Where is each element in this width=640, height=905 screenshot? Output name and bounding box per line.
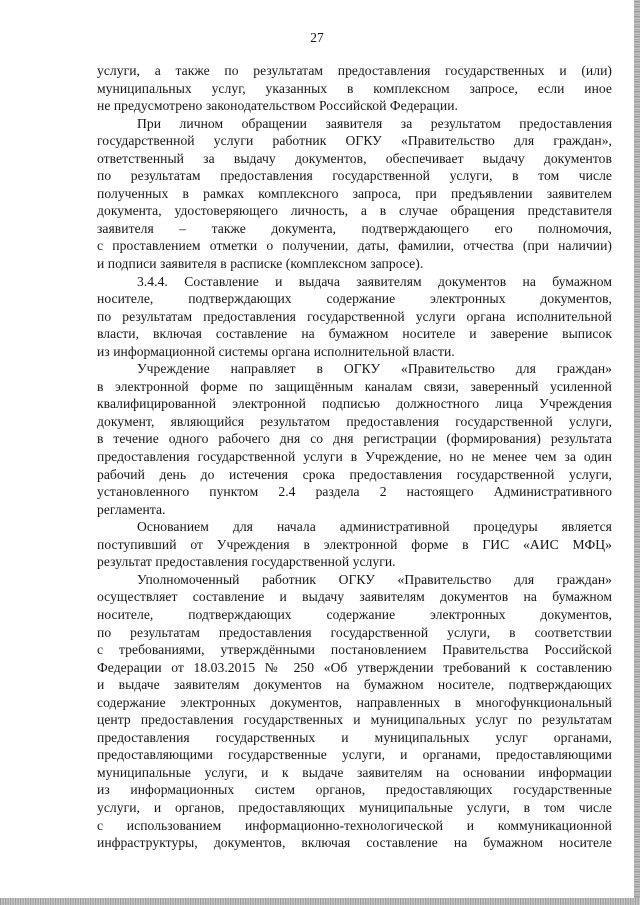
text-line: регламента. [97, 501, 166, 517]
text-line: полученных в рамках комплексного запроса, при предъявлении заявителем [97, 185, 612, 201]
text-line: установленного пунктом 2.4 раздела 2 настоящего Административного [97, 484, 612, 500]
text-line: муниципальных услуг, указанных в комплексном запросе, если иное [97, 80, 612, 96]
text-line: предоставления государственной услуги в Учреждение, но не менее чем за один [97, 449, 612, 465]
text-line: носителе, подтверждающих содержание электронных документов, [97, 606, 612, 622]
text-line: заявителя – также документа, подтверждающего его полномочия, [97, 220, 612, 236]
text-line: Федерации от 18.03.2015 № 250 «Об утверждении требований к составлению [97, 659, 612, 675]
text-line: из информационных систем органов, предоставляющих государственные [97, 782, 612, 798]
text-line: документа, удостоверяющего личность, а в случае обращения представителя [97, 203, 612, 219]
text-line: власти, включая составление на бумажном носителе и заверение выписок [97, 326, 612, 342]
text-line: ответственный за выдачу документов, обеспечивает выдачу документов [97, 150, 612, 166]
text-line: и подписи заявителя в расписке (комплексном запросе). [97, 256, 424, 272]
text-line: носителе, подтверждающих содержание электронных документов, [97, 291, 612, 307]
text-line: поступивший от Учреждения в электронной форме в ГИС «АИС МФЦ» [97, 536, 612, 552]
text-line: по результатам предоставления государственной услуги, в соответствии [97, 624, 612, 640]
text-line: в течение одного рабочего дня со дня регистрации (формирования) результата [97, 431, 612, 447]
text-line: Учреждение направляет в ОГКУ «Правительство для граждан» [137, 361, 612, 377]
text-line: Основанием для начала административной процедуры является [137, 519, 612, 535]
text-line: осуществляет составление и выдачу заявителям документов на бумажном [97, 589, 612, 605]
text-line: документ, являющийся результатом предоставления государственной услуги, [97, 413, 612, 429]
text-line: содержание электронных документов, направленных в многофункциональный [97, 694, 612, 710]
scan-edge-bottom [0, 898, 640, 905]
text-line: с проставлением отметки о получении, даты, фамилии, отчества (при наличии) [97, 238, 612, 254]
text-line: услуги, и органов, предоставляющих муниципальные услуги, в том числе [97, 799, 612, 815]
text-line: муниципальные услуги, и к выдаче заявителям на основании информации [97, 764, 612, 780]
text-line: центр предоставления государственных и муниципальных услуг по результатам [97, 712, 612, 728]
text-line: из информационной системы органа исполнительной власти. [97, 343, 455, 359]
text-line: государственной услуги работник ОГКУ «Правительство для граждан», [97, 133, 612, 149]
text-line: результат предоставления государственной услуги. [97, 554, 396, 570]
text-line: При личном обращении заявителя за результатом предоставления [137, 115, 612, 131]
body-text [97, 62, 612, 852]
text-line: рабочий день до истечения срока предоставления государственной услуги, [97, 466, 612, 482]
text-line: и выдаче заявителям документов на бумажном носителе, подтверждающих [97, 677, 612, 693]
page-number: 27 [310, 30, 324, 45]
text-line: с требованиями, утверждёнными постановлением Правительства Российской [97, 642, 612, 658]
text-line: в электронной форме по защищённым каналам связи, заверенный усиленной [97, 378, 612, 394]
text-line: по результатам предоставления государственной услуги, в том числе [97, 168, 612, 184]
scan-edge-right [634, 0, 640, 905]
text-line: с использованием информационно-технологической и коммуникационной [97, 817, 612, 833]
text-line: инфраструктуры, документов, включая составление на бумажном носителе [97, 835, 612, 851]
text-line: Уполномоченный работник ОГКУ «Правительство для граждан» [137, 571, 612, 587]
text-line: квалифицированной электронной подписью должностного лица Учреждения [97, 396, 612, 412]
text-line: предоставления государственных и муниципальных услуг органами, [97, 729, 612, 745]
text-line: 3.4.4. Составление и выдача заявителям документов на бумажном [137, 273, 612, 289]
text-line: предоставляющими государственные услуги, и органами, предоставляющими [97, 747, 612, 763]
text-line: услуги, а также по результатам предоставления государственных и (или) [97, 63, 612, 78]
text-line: не предусмотрено законодательством Российской Федерации. [97, 98, 458, 114]
text-line: по результатам предоставления государственной услуги органа исполнительной [97, 308, 612, 324]
